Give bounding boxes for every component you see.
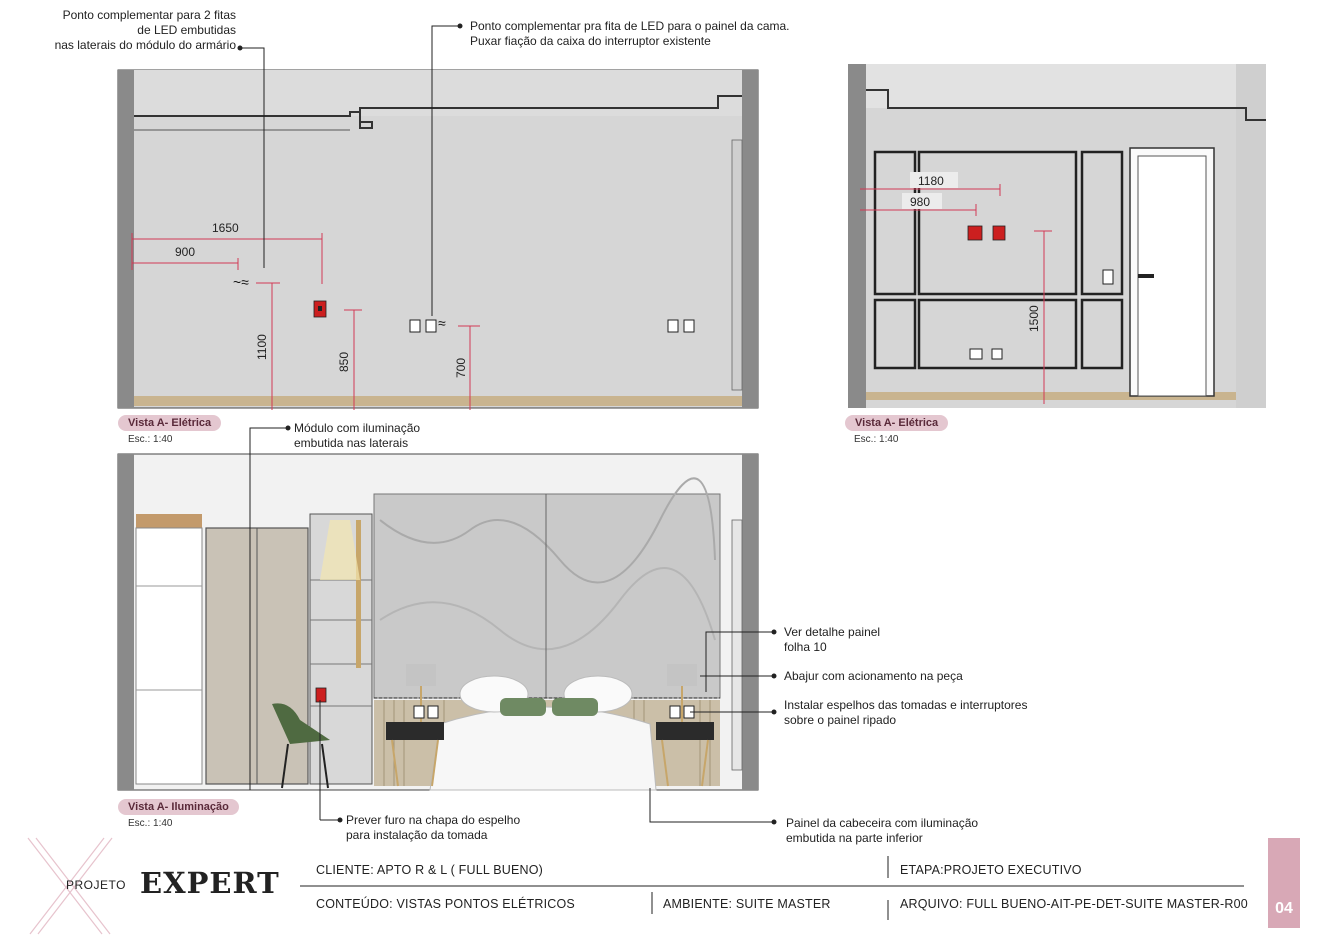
view2-tag: Vista A- Elétrica	[845, 415, 948, 431]
dim-1650: 1650	[212, 221, 239, 235]
view1-scale: Esc.: 1:40	[128, 434, 173, 445]
view3-tag: Vista A- Iluminação	[118, 799, 239, 815]
note-line: Instalar espelhos das tomadas e interruptores	[784, 698, 1028, 712]
dim-1100: 1100	[255, 334, 269, 360]
note-line: Prever furo na chapa do espelho	[346, 813, 521, 827]
view3-scale: Esc.: 1:40	[128, 818, 173, 829]
footer-etapa: ETAPA:PROJETO EXECUTIVO	[900, 863, 1082, 877]
view1-elevation	[118, 70, 758, 410]
page-number: 04	[1275, 900, 1293, 917]
note-line: folha 10	[784, 640, 827, 654]
dim-980: 980	[910, 195, 931, 209]
note-lamp: Abajur com acionamento na peça	[784, 669, 963, 683]
view2-elevation	[848, 64, 1266, 408]
note-led-headboard	[470, 19, 790, 49]
dim-700: 700	[454, 357, 468, 378]
note-mirror-hole	[346, 813, 520, 843]
note-line: Puxar fiação da caixa do interruptor existente	[470, 34, 711, 48]
dim-1500: 1500	[1027, 305, 1041, 332]
footer-cliente: CLIENTE: APTO R & L ( FULL BUENO)	[316, 863, 544, 877]
note-headboard-panel	[786, 816, 978, 846]
logo-main: EXPERT	[140, 866, 280, 900]
dim-1180: 1180	[918, 174, 944, 188]
svg-text:≈: ≈	[438, 315, 446, 331]
note-line: Módulo com iluminação	[294, 421, 421, 435]
note-line: para instalação da tomada	[346, 828, 488, 842]
note-panel-detail	[784, 625, 880, 655]
footer-arquivo: ARQUIVO: FULL BUENO-AIT-PE-DET-SUITE MASTER-R00	[900, 897, 1248, 911]
note-line: Painel da cabeceira com iluminação	[786, 816, 979, 830]
note-module-lighting	[294, 421, 420, 451]
note-line: Ver detalhe painel	[784, 625, 881, 639]
note-line: Ponto complementar para 2 fitas	[62, 8, 236, 22]
footer-ambiente: AMBIENTE: SUITE MASTER	[663, 897, 831, 911]
note-line: sobre o painel ripado	[784, 713, 897, 727]
dim-900: 900	[175, 245, 196, 259]
view3-elevation	[118, 454, 758, 790]
footer-conteudo: CONTEÚDO: VISTAS PONTOS ELÉTRICOS	[316, 897, 575, 911]
svg-text:~≈: ~≈	[233, 274, 249, 290]
note-line: Ponto complementar pra fita de LED para o painel da cama.	[470, 19, 790, 33]
note-mirrors	[784, 698, 1027, 728]
note-led-strips	[30, 8, 236, 53]
view1-tag: Vista A- Elétrica	[118, 415, 221, 431]
note-line: nas laterais do módulo do armário	[54, 38, 236, 52]
note-line: embutida nas laterais	[294, 436, 409, 450]
dim-850: 850	[337, 351, 351, 372]
view2-scale: Esc.: 1:40	[854, 434, 899, 445]
logo-prefix: PROJETO	[66, 878, 126, 892]
note-line: de LED embutidas	[137, 23, 236, 37]
note-line: embutida na parte inferior	[786, 831, 923, 845]
